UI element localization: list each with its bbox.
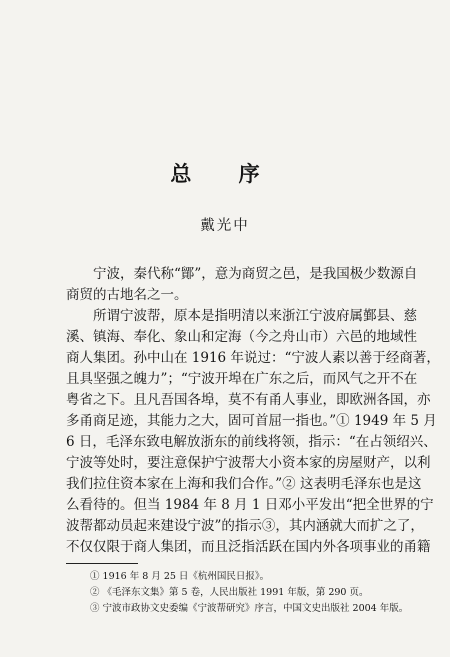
page-title: 总 序 [170,162,280,186]
text-line: 么看待的。但当 1984 年 8 月 1 日邓小平发出“把全世界的宁 [66,497,434,513]
author-name: 戴光中 [200,218,250,234]
text-line: 宁波，秦代称“鄮”，意为商贸之邑，是我国极少数源自 [66,266,418,282]
footnote-2: ② 《毛泽东文集》第 5 卷，人民出版社 1991 年版，第 290 页。 [90,587,369,598]
text-line: 我们拉住资本家在上海和我们合作。”② 这表明毛泽东也是这 [66,476,422,492]
text-line: 波帮都动员起来建设宁波”的指示③，其内涵就大而扩之了， [66,518,424,534]
text-line: 所谓宁波帮，原本是指明清以来浙江宁波府属鄞县、慈 [66,308,417,324]
paragraph-1 [66,264,418,306]
text-line: 商人集团。孙中山在 1916 年说过：“宁波人素以善于经商著， [66,350,440,366]
footnotes [90,569,410,617]
text-line: 粤省之下。且凡吾国各埠，莫不有甬人事业，即欧洲各国，亦 [66,392,431,408]
text-line: 溪、镇海、奉化、象山和定海（今之舟山市）六邑的地域性 [66,329,417,345]
text-line: 多甬商足迹，其能力之大，固可首屈一指也。”① 1949 年 5 月 [66,413,437,429]
paragraph-2 [66,306,440,558]
footnote-divider [66,563,138,564]
text-line: 6 日，毛泽东致电解放浙东的前线将领，指示：“在占领绍兴、 [66,434,437,450]
body-text [66,264,440,558]
text-line: 商贸的古地名之一。 [66,287,188,303]
text-line: 宁波等处时，要注意保护宁波帮大小资本家的房屋财产，以利 [66,455,431,471]
text-line: 且具坚强之魄力”；“宁波开埠在广东之后，而风气之开不在 [66,371,418,387]
text-line: 不仅仅限于商人集团，而且泛指活跃在国内外各项事业的甬籍 [66,539,431,555]
footnote-1: ① 1916 年 8 月 25 日《杭州国民日报》。 [90,571,270,582]
footnote-3: ③ 宁波市政协文史委编《宁波帮研究》序言，中国文史出版社 2004 年版。 [90,603,409,614]
